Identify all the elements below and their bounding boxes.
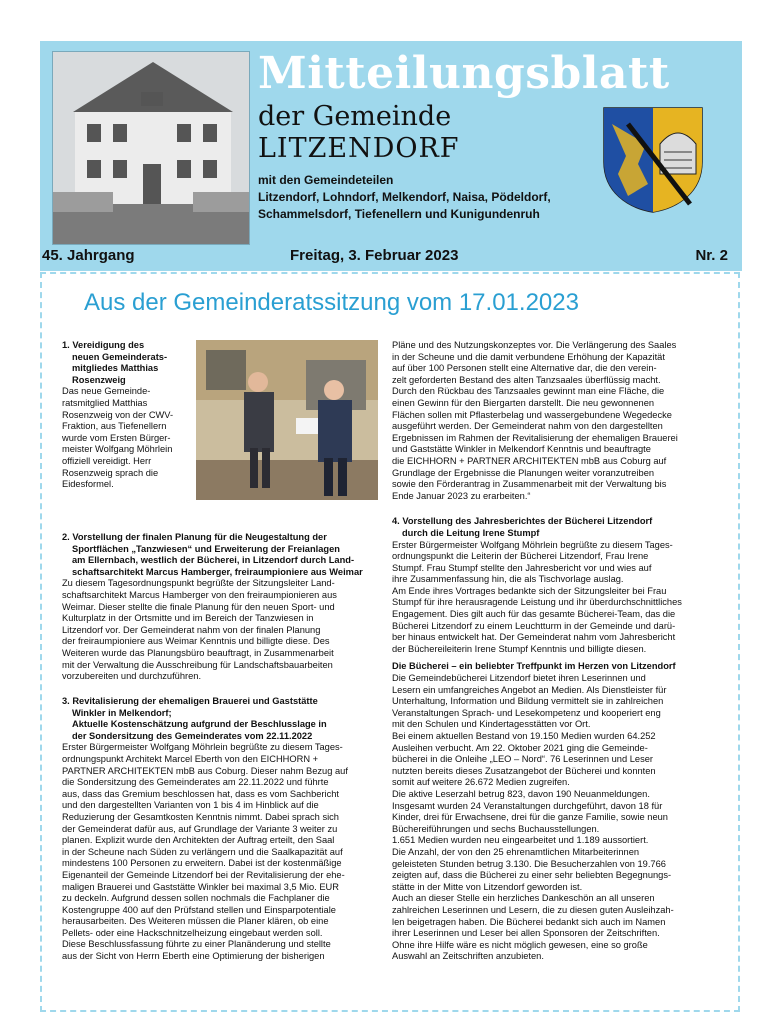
heading-line: Rosenzweig <box>72 374 126 385</box>
body-line: offiziell vereidigt. Herr <box>62 455 152 466</box>
body-line: Auch an dieser Stelle ein herzliches Dankeschön an all unseren <box>392 893 655 904</box>
coat-of-arms-icon <box>598 104 708 214</box>
section-heading <box>62 532 378 578</box>
issue-info-bar <box>40 247 742 269</box>
body-line: stätte in der Mitte von Litzendorf geworden ist. <box>392 881 583 892</box>
body-line: herausarbeiten. Des Weiteren müssen die Planer klären, ob eine <box>62 916 329 927</box>
heading-line: durch die Leitung Irene Stumpf <box>402 527 540 538</box>
heading-line: 2. Vorstellung der finalen Planung für die Neugestaltung der <box>62 532 327 542</box>
body-line: Rosenzweig sprach die <box>62 467 159 478</box>
body-line: Pellets- oder eine Hackschnitzelheizung eingebaut werden soll. <box>62 927 323 938</box>
districts-list <box>258 172 588 223</box>
body-line: Büchereiführungen und sechs Buchausstellungen. <box>392 823 600 834</box>
body-line: mit der Verwaltung die Ausschreibung für Landschaftsbauarbeiten <box>62 659 333 670</box>
masthead-subtitle-line1: der Gemeinde <box>258 101 452 132</box>
body-line: Unterhaltung, Information und Bildung vermittelt sie in zahlreichen <box>392 696 664 707</box>
body-line: Weimar. Dieser stellte die finale Planung für den neuen Sport- und <box>62 601 335 612</box>
body-line: Zu diesem Tagesordnungspunkt begrüßte der Sitzungsleiter Land- <box>62 578 335 589</box>
body-line: ihrer Leserinnen und Leser bei allen Sponsoren der Zeitschriften. <box>392 928 660 939</box>
body-line: meister Wolfgang Möhrlein <box>62 444 173 455</box>
body-line: in der Scheune nach Süden zu verlängern und die Saalkapazität auf <box>62 846 343 857</box>
swearing-in-photo <box>196 340 378 500</box>
body-line: ausgeführt werden. Der Gemeinderat nahm von den dargestellten <box>392 421 663 432</box>
section-3-continued <box>392 340 710 502</box>
body-line: schaftsarchitekt Marcus Hamberger von den freiraumpionieren aus <box>62 589 337 600</box>
body-line: zelt geforderten Bestand des alten Tanzsaales überflüssig macht. <box>392 374 661 385</box>
section-body <box>62 386 190 490</box>
section-body <box>62 578 378 682</box>
issue-volume: 45. Jahrgang <box>42 247 135 264</box>
body-line: ratsmitglied Matthias <box>62 397 148 408</box>
body-line: Ausleihen verbucht. Am 22. Oktober 2021 ging die Gemeinde- <box>392 742 648 753</box>
body-line: Litzendorf vor. Der Gemeinderat nahm von der finalen Planung <box>62 624 321 635</box>
body-line: Engagement. Dies gilt auch für das gesamte Bücherei-Team, das die <box>392 609 676 620</box>
body-line: Die Anzahl, der von den 25 ehrenamtlichen Mitarbeiterinnen <box>392 846 640 857</box>
issue-date: Freitag, 3. Februar 2023 <box>290 247 459 264</box>
heading-line: schaftsarchitekt Marcus Hamberger, freiraumpioniere aus Weimar <box>72 566 363 577</box>
section-heading <box>62 340 190 386</box>
body-line: Bücherei Litzendorf zu einem Leuchtturm in der Gemeinde und darü- <box>392 620 676 631</box>
heading-line: Sportflächen „Tanzwiesen“ und Erweiterung der Freianlagen <box>72 543 340 554</box>
body-line: Rosenzweig von der CWV- <box>62 409 174 420</box>
districts-line: Schammelsdorf, Tiefenellern und Kunigundenruh <box>258 207 540 221</box>
section-1 <box>62 340 190 491</box>
districts-line: Litzendorf, Lohndorf, Melkendorf, Naisa, Pödeldorf, <box>258 190 551 204</box>
section-2 <box>62 532 378 683</box>
body-line: Erster Bürgermeister Wolfgang Möhrlein begrüßte zu diesem Tages- <box>62 742 343 753</box>
body-line: zahlreichen Leserinnen und Lesern, die zu diesen guten Ausleihzah- <box>392 904 674 915</box>
body-line: aus der Sicht von Herrn Eberth eine Optimierung der bisherigen <box>62 951 325 962</box>
heading-line: am Ellernbach, westlich der Bücherei, in Litzendorf durch Land- <box>72 555 355 566</box>
body-line: sowie den Förderantrag in Zusammenarbeit mit der Verwaltung bis <box>392 479 667 490</box>
right-column <box>392 340 710 963</box>
body-line: und den dargestellten Varianten von 1 bis 4 im Hinblick auf die <box>62 800 319 811</box>
masthead-subtitle-line2: LITZENDORF <box>258 133 460 164</box>
body-line: Grundlage der Ergebnisse die Planungen weiter voranzutreiben <box>392 467 655 478</box>
body-line: vorzubereiten und durchzuführen. <box>62 671 202 682</box>
body-line: Die aktive Leserzahl betrug 823, davon 190 Neuanmeldungen. <box>392 788 650 799</box>
body-line: Insgesamt wurden 24 Veranstaltungen durchgeführt, davon 18 für <box>392 800 663 811</box>
heading-line: mitgliedes Matthias <box>72 363 159 374</box>
body-line: und Gaststätte Winkler in Melkendorf Kenntnis und beauftragte <box>392 444 651 455</box>
town-hall-photo <box>52 51 250 245</box>
body-line: len beigetragen haben. Die Bücherei bedankt sich auch im Namen <box>392 916 666 927</box>
body-line: 1.651 Medien wurden neu eingearbeitet und 1.189 aussortiert. <box>392 835 649 846</box>
body-line: Ergebnissen im Rahmen der Revitalisierung der ehemaligen Brauerei <box>392 432 678 443</box>
section-4-body <box>392 540 710 656</box>
section-heading <box>62 696 378 742</box>
districts-line: mit den Gemeindeteilen <box>258 173 394 187</box>
body-line: Flächen sollen mit Pflasterbelag und wassergebundene Wegedecke <box>392 409 672 420</box>
body-line: Kulturplatz in der Ortsmitte und im Bereich der Tanzwiesen in <box>62 613 314 624</box>
body-line: Am Ende ihres Vortrages bedankte sich der Sitzungsleiter bei Frau <box>392 585 667 596</box>
section-5-body <box>392 673 710 963</box>
body-line: der freiraumpioniere aus Weimar Kenntnis und billigte diese. Des <box>62 636 330 647</box>
body-line: ordnungspunkt die Leiterin der Bücherei Litzendorf, Frau Irene <box>392 551 649 562</box>
body-line: mindestens 100 Personen zu erweitern. Dabei ist der kostenmäßige <box>62 858 342 869</box>
body-line: Diese Beschlussfassung führte zu einer Planänderung und stellte <box>62 939 331 950</box>
body-line: in der Scheune und die damit verbundene Erhöhung der Kapazität <box>392 351 665 362</box>
article-title: Aus der Gemeinderatssitzung vom 17.01.2023 <box>84 289 579 316</box>
body-line: Weiteren wurde das Planungsbüro beauftragt, in Zusammenarbeit <box>62 647 334 658</box>
body-line: PARTNER ARCHITEKTEN mbB aus Coburg. Dieser nahm Bezug auf <box>62 765 348 776</box>
body-line: bücherei in die Onleihe „LEO – Nord“. 76 Leserinnen und Leser <box>392 754 653 765</box>
body-line: Reduzierung der Gesamtkosten Kenntnis nimmt. Dabei sprach sich <box>62 811 339 822</box>
body-line: Ende Januar 2023 zu erarbeiten.“ <box>392 490 531 501</box>
section-3 <box>62 696 378 963</box>
masthead-title: Mitteilungsblatt <box>258 48 670 99</box>
body-line: zeigten auf, dass die Bücherei zu einer sehr beliebten Begegnungs- <box>392 870 672 881</box>
body-line: nutzten bereits dieses Zusatzangebot der Bücherei und konnten <box>392 765 656 776</box>
heading-line: der Sondersitzung des Gemeinderates vom 22.11.2022 <box>72 730 313 741</box>
heading-line: Winkler in Melkendorf; <box>72 707 172 718</box>
body-line: ordnungspunkt Architekt Marcel Eberth von den EICHHORN + <box>62 753 319 764</box>
section-5-heading: Die Bücherei – ein beliebter Treffpunkt im Herzen von Litzendorf <box>392 661 676 672</box>
body-line: Stumpf. Frau Stumpf stellte den Jahresbericht vor und wies auf <box>392 562 652 573</box>
issue-number: Nr. 2 <box>695 247 728 264</box>
heading-line: 1. Vereidigung des <box>62 340 145 350</box>
body-line: planen. Explizit wurde den Architekten der Auftrag erteilt, den Saal <box>62 835 335 846</box>
body-line: Stumpf für ihre herausragende Leistung und ihr überdurchschnittliches <box>392 597 682 608</box>
heading-line: 3. Revitalisierung der ehemaligen Brauerei und Gaststätte <box>62 696 318 706</box>
body-line: ihre Zusammenfassung hin, die als Tischvorlage auslag. <box>392 574 624 585</box>
body-line: geleisteten Stunden betrug 3.130. Die Besucherzahlen von 19.766 <box>392 858 666 869</box>
body-line: der Büchereileiterin Irene Stumpf Kenntnis und billigte diesen. <box>392 643 647 654</box>
body-line: somit auf weitere 26.672 Medien zugreifen. <box>392 777 570 788</box>
body-line: einen Gewinn für den Biergarten darstellt. Die neu gewonnenen <box>392 397 655 408</box>
heading-line: 4. Vorstellung des Jahresberichtes der Bücherei Litzendorf <box>392 516 653 527</box>
section-4-heading <box>392 516 710 539</box>
body-line: Ohne ihre Hilfe wäre es nicht möglich gewesen, eine so große <box>392 939 648 950</box>
body-line: die EICHHORN + PARTNER ARCHITEKTEN mbB aus Coburg auf <box>392 455 667 466</box>
body-line: maligen Brauerei und Gaststätte Winkler bei maximal 3,5 Mio. EUR <box>62 881 339 892</box>
body-line: mit den Schulen und Kindertagesstätten vor Ort. <box>392 719 591 730</box>
body-line: Eidesformel. <box>62 479 114 490</box>
body-line: Lesern ein umfangreiches Angebot an Medien. Als Dienstleister für <box>392 684 667 695</box>
body-line: ber hinaus entwickelt hat. Der Gemeinderat nahm vom Jahresbericht <box>392 632 676 643</box>
body-line: Auswahl an Zeitschriften anzubieten. <box>392 951 544 962</box>
body-line: Durch den Rückbau des Tanzsaales gewinnt man eine Fläche, die <box>392 386 665 397</box>
heading-line: neuen Gemeinderats- <box>72 351 168 362</box>
body-line: Pläne und des Nutzungskonzeptes vor. Die Verlängerung des Saales <box>392 340 677 350</box>
body-line: Bei einem aktuellen Bestand von 19.150 Medien wurden 64.252 <box>392 731 656 741</box>
heading-line: Aktuelle Kostenschätzung aufgrund der Beschlusslage in <box>72 719 327 730</box>
body-line: Veranstaltungen Sprach- und Lesekompetenz und kooperiert eng <box>392 707 661 718</box>
body-line: zu deckeln. Aufgrund dessen sollen nochmals die Fachplaner die <box>62 893 330 904</box>
body-line: Eigenanteil der Gemeinde Litzendorf bei der Revitalisierung der ehe- <box>62 869 345 880</box>
body-line: Kinder, drei für Erwachsene, drei für die ganze Familie, sowie neun <box>392 812 668 823</box>
body-line: Kostengruppe 400 auf den Prüfstand stellen und Einsparpotentiale <box>62 904 336 915</box>
body-line: Das neue Gemeinde- <box>62 386 151 397</box>
body-line: auf über 100 Personen stellt eine Alternative dar, die den verein- <box>392 363 657 374</box>
body-line: Fraktion, aus Tiefenellern <box>62 421 167 432</box>
body-line: der Gemeinderat dafür aus, auf Grundlage der Variante 3 weiter zu <box>62 823 338 834</box>
body-line: Die Gemeindebücherei Litzendorf bietet ihren Leserinnen und <box>392 673 646 684</box>
body-line: Erster Bürgermeister Wolfgang Möhrlein begrüßte zu diesem Tages- <box>392 539 673 550</box>
section-body <box>62 742 378 962</box>
body-line: wurde vom Ersten Bürger- <box>62 432 171 443</box>
body-line: aus, dass das Gremium beschlossen hat, dass es vom Sachbericht <box>62 788 339 799</box>
body-line: die Sondersitzung des Gemeinderates am 22.11.2022 und führte <box>62 777 329 788</box>
